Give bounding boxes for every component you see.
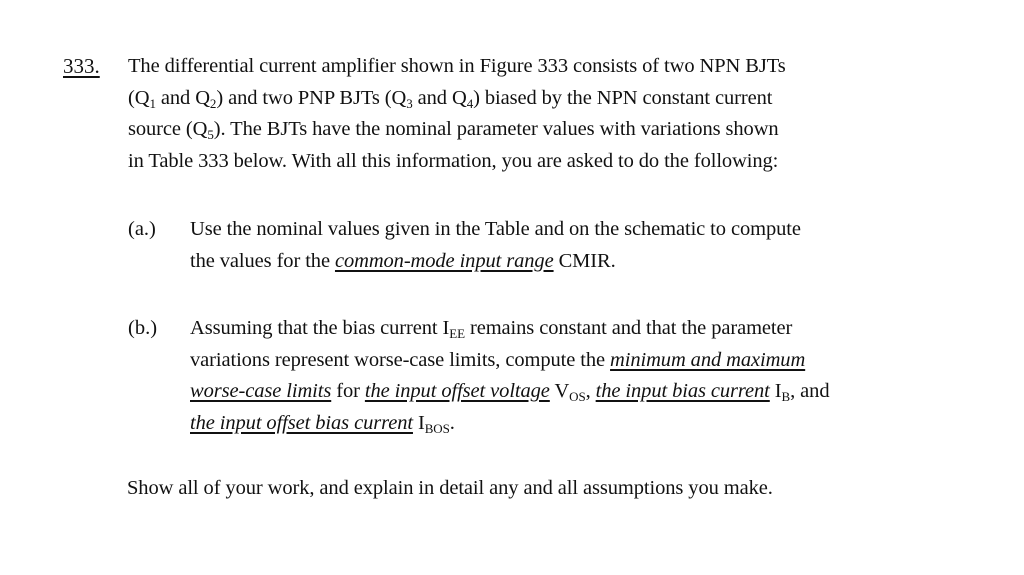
offset-voltage-term: the input offset voltage xyxy=(364,380,550,402)
min-max-term: minimum and maximum xyxy=(610,348,806,371)
bias-current-term: the input bias current xyxy=(595,380,770,402)
part-b-line-3: worse-case limits for the input offset voltage $V_{OS}$, the input bias current $I_B$, and xyxy=(190,380,830,404)
intro-line-1: The differential current amplifier shown in Figure 333 consists of two NPN BJTs xyxy=(128,55,786,77)
part-a-line-1: Use the nominal values given in the Table and on the schematic to compute xyxy=(190,218,801,240)
problem-number: 333. xyxy=(63,54,100,78)
cmir-term: common-mode input range xyxy=(334,249,554,272)
part-a-label: (a.) xyxy=(128,218,156,240)
part-b-text xyxy=(190,313,829,439)
intro-line-4: in Table 333 below. With all this information, you are asked to do the following: xyxy=(128,149,779,172)
part-a-line-2: the values for the common-mode input range CMIR. xyxy=(190,249,616,272)
part-a-text xyxy=(190,214,801,277)
part-b-line-1: Assuming that the bias current $I_{EE}$ remains constant and that the parameter xyxy=(190,317,793,341)
part-b-label: (b.) xyxy=(128,317,158,339)
part-b-line-4: the input offset bias current $I_{BOS}$. xyxy=(190,411,455,436)
problem-intro-paragraph xyxy=(128,51,786,177)
part-b-line-2: variations represent worse-case limits, compute the minimum and maximum xyxy=(190,348,806,371)
intro-line-2: ($Q_1$ and $Q_2$) and two PNP BJTs ($Q_3$ and $Q_4$) biased by the NPN constant current xyxy=(128,86,773,111)
intro-line-3: source $(Q_5)$. The BJTs have the nominal parameter values with variations shown xyxy=(128,118,779,142)
offset-bias-current-term: the input offset bias current xyxy=(190,411,413,434)
closing-instruction: Show all of your work, and explain in detail any and all assumptions you make. xyxy=(127,477,773,499)
worse-case-term: worse-case limits xyxy=(190,380,332,402)
